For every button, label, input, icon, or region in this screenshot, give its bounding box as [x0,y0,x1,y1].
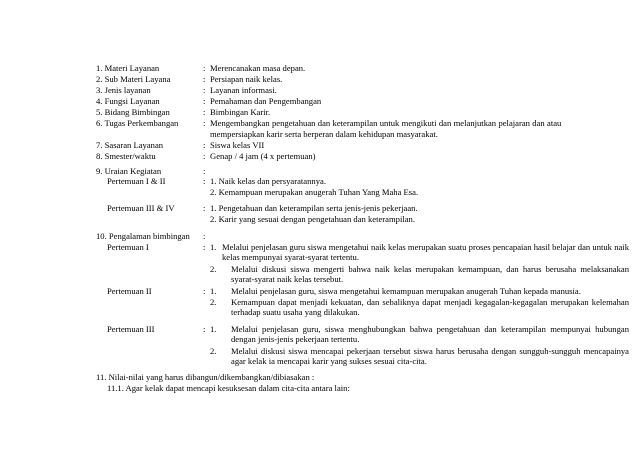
item-4-value: Pemahaman dan Pengembangan [210,96,322,106]
pengalaman-meeting-1-label: Pertemuan I [107,242,149,252]
pengalaman-title: 10. Pengalaman bimbingan [96,231,190,241]
pengalaman-meeting-1-point-2: Melalui diskusi siswa mengerti bahwa naik kelas merupakan kemampuan, dan harus berusaha melaksanakan syarat-syarat naik kelas tersebut. [231,264,629,285]
item-6-colon: : [203,118,206,128]
pengalaman-meeting-3-num-1: 1. [210,324,217,334]
pengalaman-meeting-1-num-1: 1. [210,242,217,252]
pengalaman-meeting-3-num-2: 2. [210,346,217,356]
pengalaman-meeting-3-point-2: Melalui diskusi siswa mencapai pekerjaan tersebut siswa harus berusaha dengan sungguh-sungguh mencapainya agar kelak ia mencapai karir yang sukses sesuai cita-cita. [231,346,629,367]
pengalaman-meeting-1-point-1: Melalui penjelasan guru siswa mengetahui naik kelas merupakan suatu proses pencapaian hasil belajar dan untuk naik kelas mempunyai syarat-syarat tertentu. [222,242,629,263]
uraian-meeting-2-colon: : [203,203,206,213]
pengalaman-meeting-2-point-1: Melalui penjelasan guru, siswa mengetahui kemampuan merupakan anugerah Tuhan kepada manusia. [231,286,581,296]
uraian-meeting-1-colon: : [203,176,206,186]
nilai-sub-1: 11.1. Agar kelak dapat mencapi kesuksesan dalam cita-cita antara lain: [107,383,350,393]
pengalaman-meeting-3-label: Pertemuan III [107,324,155,334]
uraian-meeting-1-line-1: 1. Naik kelas dan persyaratannya. [210,176,326,186]
item-1-value: Merencanakan masa depan. [210,63,306,73]
pengalaman-meeting-2-point-2: Kemampuan dapat menjadi kekuatan, dan sebaliknya dapat menjadi kegagalan-kegagalan merupakan kelemahan terhadap suatu usaha yang dilakukan. [231,297,629,318]
item-8-label: 8. Smester/waktu [96,151,156,161]
item-4-colon: : [203,96,206,106]
pengalaman-meeting-2-colon: : [203,286,206,296]
item-8-value: Genap / 4 jam (4 x pertemuan) [210,151,316,161]
item-5-colon: : [203,107,206,117]
item-7-label: 7. Sasaran Layanan [96,140,164,150]
uraian-title: 9. Uraian Kegiatan [96,166,162,176]
pengalaman-meeting-1-colon: : [203,242,206,252]
item-3-label: 3. Jenis layanan [96,85,151,95]
uraian-colon: : [203,166,206,176]
item-2-label: 2. Sub Materi Layana [96,74,171,84]
item-1-label: 1. Materi Layanan [96,63,160,73]
item-8-colon: : [203,151,206,161]
item-6-label: 6. Tugas Perkembangan [96,118,179,128]
nilai-title: 11. Nilai-nilai yang harus dibangun/dikembangkan/dibiasakan : [96,372,315,382]
item-2-colon: : [203,74,206,84]
uraian-meeting-2-line-1: 1. Pengetahuan dan keterampilan serta jenis-jenis pekerjaan. [210,203,418,213]
item-4-label: 4. Fungsi Layanan [96,96,160,106]
item-1-colon: : [203,63,206,73]
uraian-meeting-1-label: Pertemuan I & II [107,176,166,186]
pengalaman-meeting-2-num-2: 2. [210,297,217,307]
item-5-label: 5. Bidang Bimbingan [96,107,170,117]
item-6-value-cont: mempersiapkan karir serta berperan dalam kehidupan masyarakat. [210,129,438,139]
item-6-value: Mengembangkan pengetahuan dan keterampilan untuk mengikuti dan melanjutkan pelajaran dan atau [210,118,562,128]
pengalaman-colon: : [203,231,206,241]
uraian-meeting-1-line-2: 2. Kemampuan merupakan anugerah Tuhan Yang Maha Esa. [210,187,419,197]
uraian-meeting-2-label: Pertemuan III & IV [107,203,175,213]
pengalaman-meeting-2-num-1: 1. [210,286,217,296]
item-3-value: Layanan informasi. [210,85,277,95]
pengalaman-meeting-2-label: Pertemuan II [107,286,152,296]
item-2-value: Persiapan naik kelas. [210,74,283,84]
item-3-colon: : [203,85,206,95]
pengalaman-meeting-3-point-1: Melalui penjelasan guru, siswa menghubungkan bahwa pengetahuan dan keterampilan mempunyai hubungan dengan jenis-jenis pekerjaan tertentu. [231,324,629,345]
pengalaman-meeting-1-num-2: 2. [210,264,217,274]
pengalaman-meeting-3-colon: : [203,324,206,334]
item-7-value: Siswa kelas VII [210,140,265,150]
uraian-meeting-2-line-2: 2. Karir yang sesuai dengan pengetahuan dan keterampilan. [210,214,415,224]
item-5-value: Bimbingan Karir. [210,107,271,117]
item-7-colon: : [203,140,206,150]
